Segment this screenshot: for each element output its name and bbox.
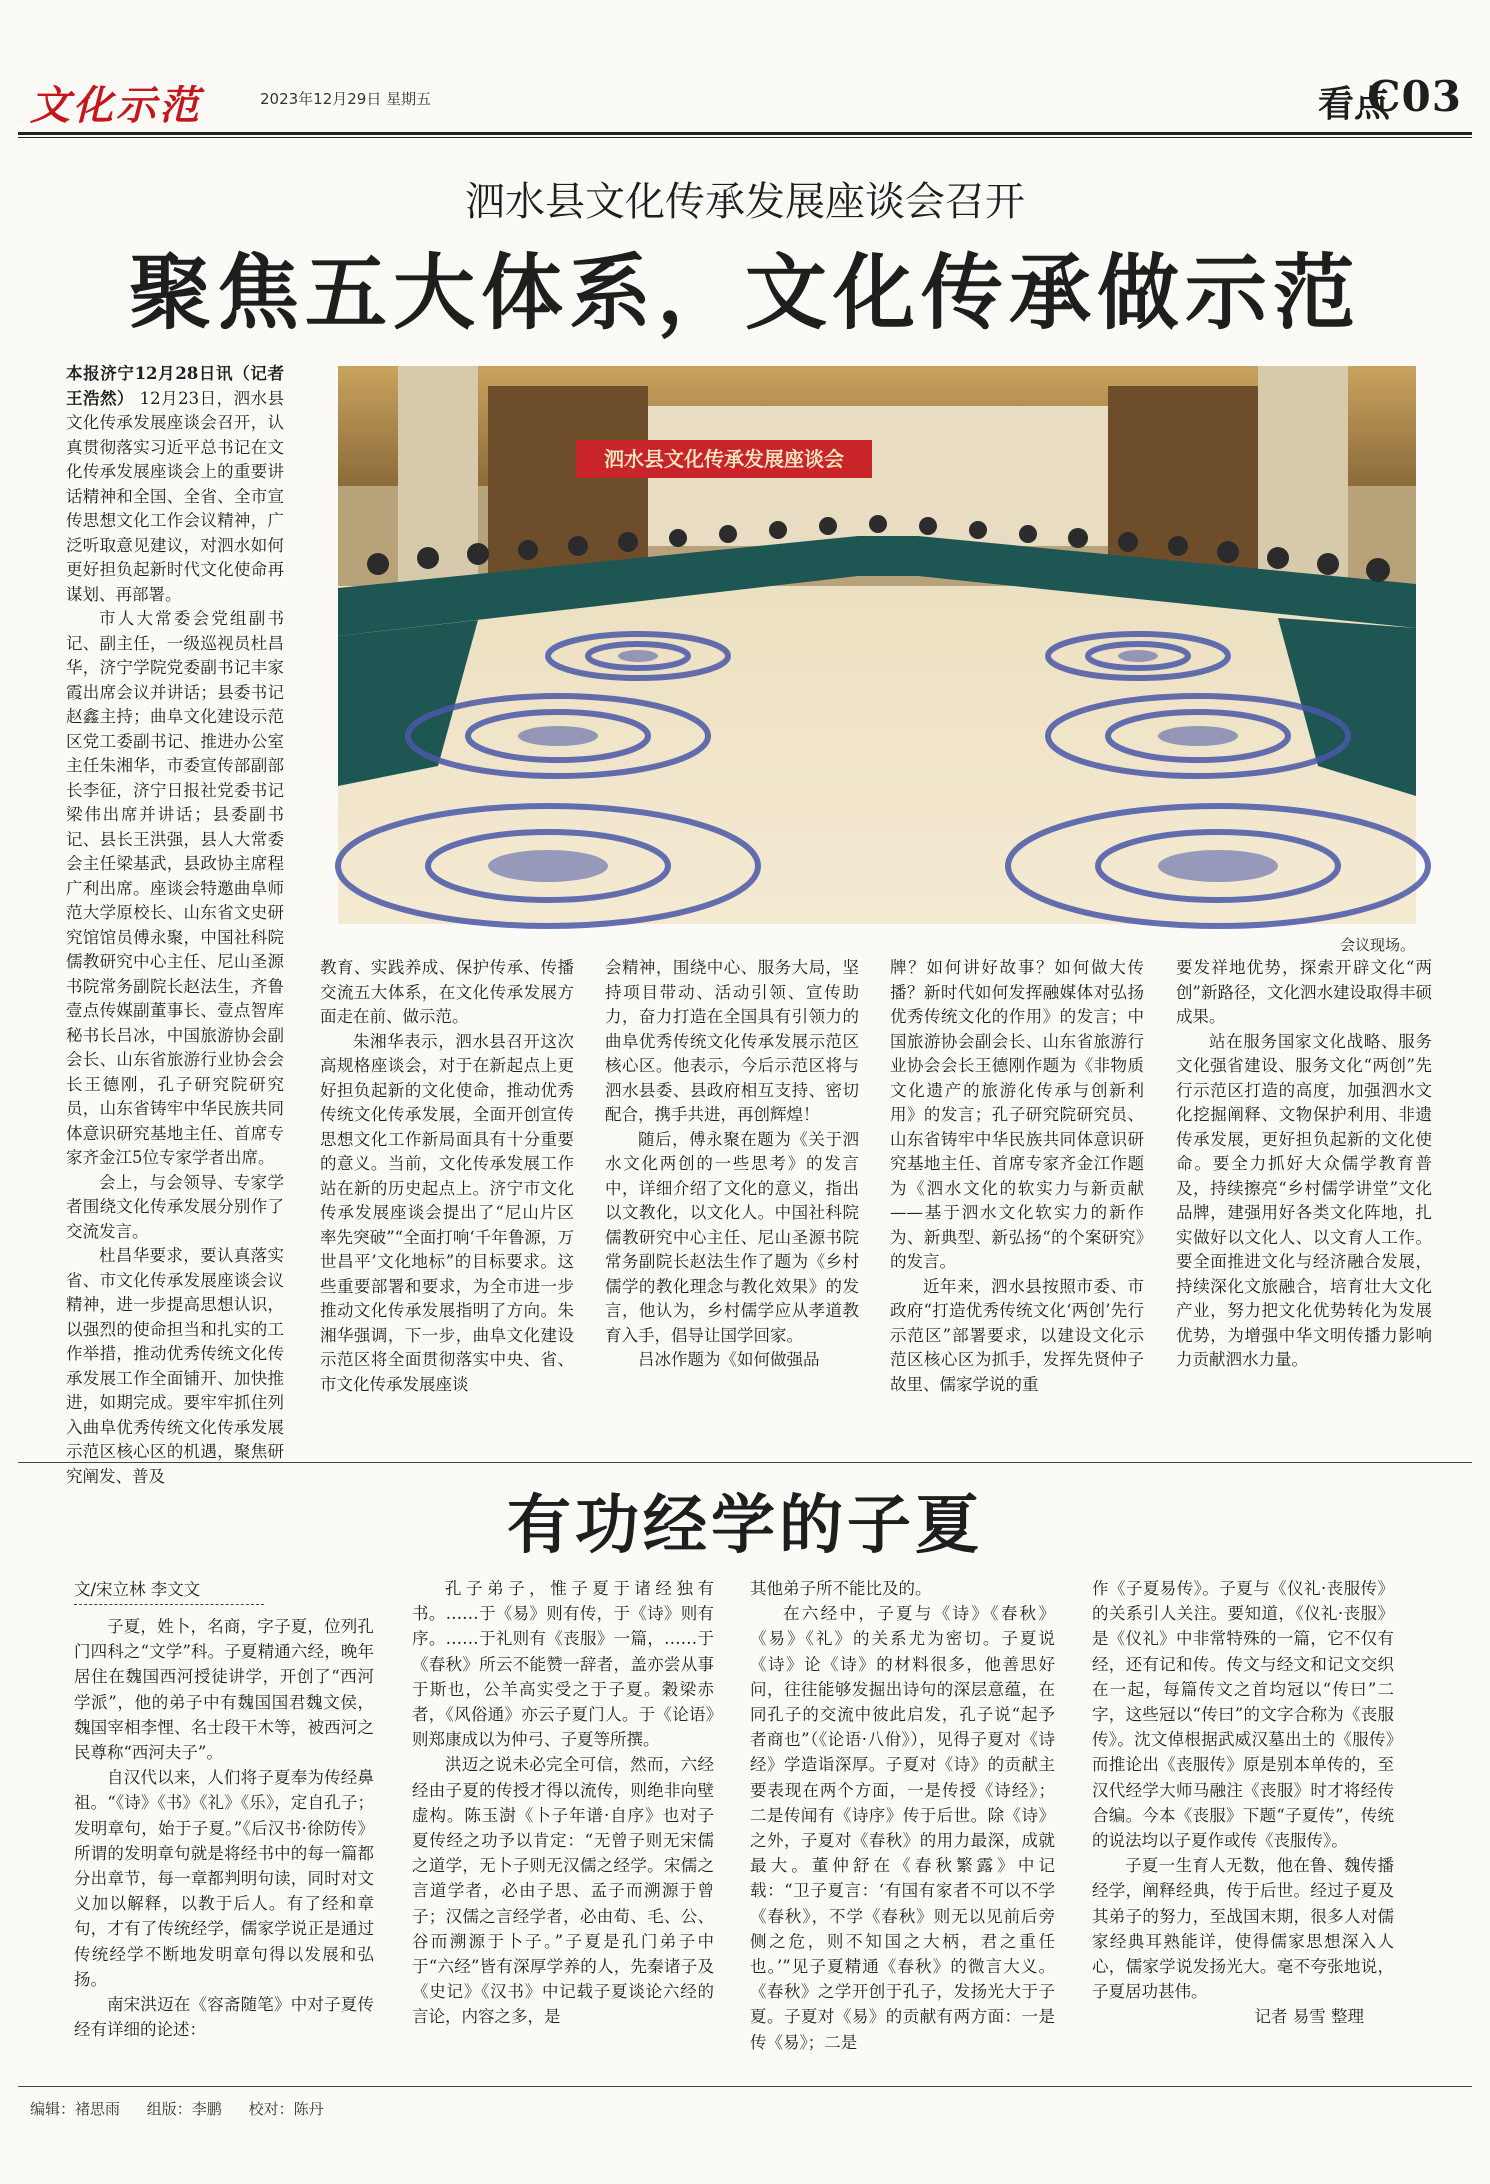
article2-column-3 — [750, 1576, 1055, 2052]
meeting-banner-text: 泗水县文化传承发展座谈会 — [604, 447, 844, 471]
footer-layout: 组版：李鹏 — [146, 2100, 222, 2118]
paragraph: 牌？如何讲好故事？如何做大传播？新时代如何发挥融媒体对弘扬优秀传统文化的作用》的发言；中国旅游协会副会长、山东省旅游行业协会会长王德刚作题为《非物质文化遗产的旅游化传承与创新利用》的发言；孔子研究院研究员、山东省铸牢中华民族共同体意识研究基地主任、首席专家齐金江作题为《泗水文化的软实力与新贡献——基于泗水文化软实力的新作为、新典型、新弘扬“的个案研究》的发言。 — [890, 958, 1144, 1271]
paragraph: 近年来，泗水县按照市委、市政府“打造优秀传统文化‘两创’先行示范区”部署要求，以建设文化示范区核心区为抓手，发挥先贤仲子故里、儒家学说的重 — [890, 1276, 1144, 1394]
paragraph: 作《子夏易传》。子夏与《仪礼·丧服传》的关系引人关注。要知道，《仪礼·丧服》是《仪礼》中非常特殊的一篇，它不仅有经，还有记和传。传文与经文和记文交织在一起，每篇传文之首均冠以“传曰”二字，这些冠以“传曰”的文字合称为《丧服传》。沈文倬根据武威汉墓出土的《服传》而推论出《丧服传》原是别本单传的，至汉代经学大师马融注《丧服》时才将经传合编。今本《丧服》下题“子夏传”，传统的说法均以子夏作或传《丧服传》。 — [1092, 1579, 1394, 1851]
paragraph: 朱湘华表示，泗水县召开这次高规格座谈会，对于在新起点上更好担负起新的文化使命，推动优秀传统文化传承发展，全面开创宣传思想文化工作新局面具有十分重要的意义。当前，文化传承发展工作站在新的历史起点上。济宁市文化传承发展座谈会提出了“尼山片区率先突破”“全面打响‘千年鲁源，万世昌平’文化地标”的目标要求。这些重要部署和要求，为全市进一步推动文化传承发展指明了方向。朱湘华强调，下一步，曲阜文化建设示范区将全面贯彻落实中央、省、市文化传承发展座谈 — [320, 1031, 574, 1394]
article1-subhead: 泗水县文化传承发展座谈会召开 — [465, 179, 1025, 225]
meeting-photo-illustration — [338, 366, 1416, 924]
footer-editor: 编辑：褚思雨 — [30, 2100, 121, 2118]
paragraph: 站在服务国家文化战略、服务文化强省建设、服务文化“两创”先行示范区打造的高度，加强泗水文化挖掘阐释、文物保护利用、非遗传承发展，更好担负起新的文化使命。要全力抓好大众儒学教育普及，持续擦亮“乡村儒学讲堂”文化品牌，建强用好各类文化阵地，扎实做好以文化人、以文育人工作。要全面推进文化与经济融合发展，持续深化文旅融合，培育壮大文化产业，努力把文化优势转化为发展优势，为增强中华文明传播力影响力贡献泗水力量。 — [1176, 1031, 1432, 1369]
paragraph: 会精神，围绕中心、服务大局，坚持项目带动、活动引领、宣传助力，奋力打造在全国具有引领力的曲阜优秀传统文化传承发展示范区核心区。他表示，今后示范区将与泗水县委、县政府相互支持、密切配合，携手共进，再创辉煌！ — [605, 958, 859, 1124]
article2-column-4 — [1092, 1576, 1394, 2046]
issue-date: 2023年12月29日 星期五 — [260, 90, 432, 108]
dateline: 本报济宁12月28日讯（记者 王浩然） — [66, 364, 284, 408]
paragraph: 自汉代以来，人们将子夏奉为传经鼻祖。“《诗》《书》《礼》《乐》，定自孔子；发明章句，始于子夏。”《后汉书·徐防传》所谓的发明章句就是将经书中的每一篇都分出章节，每一章都判明句读，同时对文义加以解释，以教于后人。有了经和章句，才有了传统经学，儒家学说正是通过传统经学不断地发明章句得以发展和弘扬。 — [74, 1768, 374, 1989]
bottom-rule — [18, 2086, 1472, 2087]
article2-headline: 有功经学的子夏 — [507, 1488, 983, 1563]
article2-column-2 — [412, 1576, 714, 2046]
article2-signature: 记者 易雪 整理 — [1254, 2007, 1364, 2027]
paragraph: 市人大常委会党组副书记、副主任，一级巡视员杜昌华，济宁学院党委副书记丰家霞出席会议并讲话；县委书记赵鑫主持；曲阜文化建设示范区党工委副书记、推进办公室主任朱湘华，市委宣传部副部长李征，济宁日报社党委书记梁伟出席并讲话；县委副书记、县长王洪强，县人大常委会主任梁基武，县政协主席程广利出席。座谈会特邀曲阜师范大学原校长、山东省文史研究馆馆员傅永聚，中国社科院儒教研究中心主任、尼山圣源书院常务副院长赵法生，齐鲁壹点传媒副董事长、壹点智库秘书长吕冰，中国旅游协会副会长、山东省旅游行业协会会长王德刚，孔子研究院研究员，山东省铸牢中华民族共同体意识研究基地主任、首席专家齐金江5位专家学者出席。 — [66, 609, 284, 1167]
article1-column-2 — [320, 956, 574, 1456]
paragraph: 吕冰作题为《如何做强品 — [638, 1350, 820, 1369]
paragraph: 南宋洪迈在《容斋随笔》中对子夏传经有详细的论述： — [74, 1995, 374, 2040]
article2-byline: 文/宋立林 李文文 — [74, 1580, 201, 1599]
paragraph: 教育、实践养成、保护传承、传播交流五大体系，在文化传承发展方面走在前、做示范。 — [320, 958, 574, 1026]
article1-headline: 聚焦五大体系，文化传承做示范 — [128, 245, 1361, 341]
paragraph: 会上，与会领导、专家学者围绕文化传承发展分别作了交流发言。 — [66, 1172, 284, 1241]
paragraph: 要发祥地优势，探索开辟文化“两创”新路径，文化泗水建设取得丰硕成果。 — [1176, 958, 1432, 1026]
article2-column-1 — [74, 1614, 374, 2040]
section-divider — [18, 1462, 1472, 1463]
paragraph: 杜昌华要求，要认真落实省、市文化传承发展座谈会议精神，进一步提高思想认识，以强烈的使命担当和扎实的工作举措，推动优秀传统文化传承发展工作全面铺开、加快推进，如期完成。要牢牢抓住列入曲阜优秀传统文化传承发展示范区核心区的机遇，聚焦研究阐发、普及 — [66, 1246, 284, 1486]
photo-caption: 会议现场。 — [1340, 936, 1416, 954]
top-rule-thin — [18, 137, 1472, 138]
paragraph: 子夏一生育人无数，他在鲁、魏传播经学，阐释经典，传于后世。经过子夏及其弟子的努力，至战国末期，很多人对儒家经典耳熟能详，使得儒家思想深入人心，儒家学说发扬光大。毫不夸张地说，子夏居功甚伟。 — [1092, 1856, 1394, 2002]
paragraph: 随后，傅永聚在题为《关于泗水文化两创的一些思考》的发言中，详细介绍了文化的意义，指出以文教化，以文化人。中国社科院儒教研究中心主任、尼山圣源书院常务副院长赵法生作了题为《乡村儒学的教化理念与教化效果》的发言，他认为，乡村儒学应从孝道教育入手，倡导让国学回家。 — [605, 1129, 859, 1345]
paragraph: 其他弟子所不能比及的。 — [750, 1579, 932, 1598]
section-name: 看点 — [1317, 83, 1390, 125]
footer-proof: 校对：陈丹 — [248, 2100, 324, 2118]
paragraph: 在六经中，子夏与《诗》《春秋》《易》《礼》的关系尤为密切。子夏说《诗》论《诗》的材料很多，他善思好问，往往能够发掘出诗句的深层意蕴，在同孔子的交流中彼此启发，孔子说“起予者商也”（《论语·八佾》），见得子夏对《诗经》学造诣深厚。子夏对《诗》的贡献主要表现在两个方面，一是传授《诗经》；二是传闻有《诗序》传于后世。除《诗》之外，子夏对《春秋》的用力最深，成就最大。董仲舒在《春秋繁露》中记载：“卫子夏言：‘有国有家者不可以不学《春秋》，不学《春秋》则无以见前后旁侧之危，则不知国之大柄，君之重任也。’”见子夏精通《春秋》的微言大义。《春秋》之学开创于孔子，发扬光大于子夏。子夏对《易》的贡献有两方面：一是传《易》；二是 — [750, 1604, 1055, 2052]
top-rule — [18, 132, 1472, 135]
masthead-logo: 文化示范 — [30, 83, 202, 129]
article1-column-4 — [890, 956, 1144, 1456]
meeting-photo — [338, 366, 1416, 924]
byline-rule — [74, 1604, 264, 1605]
article1-lead: 本报济宁12月28日讯（记者 王浩然） 12月23日，泗水县文化传承发展座谈会召开，认真贯彻落实习近平总书记在文化传承发展座谈会上的重要讲话精神和全国、全省、全市宣传思想文化工作会议精神，广泛听取意见建议，对泗水如何更好担负起新时代文化使命再谋划、再部署。 — [66, 364, 285, 604]
paragraph: 洪迈之说未必完全可信，然而，六经经由子夏的传授才得以流传，则绝非向壁虚构。陈玉澍《卜子年谱·自序》也对子夏传经之功予以肯定：“无曾子则无宋儒之道学，无卜子则无汉儒之经学。宋儒之言道学者，必由子思、孟子而溯源于曾子；汉儒之言经学者，必由荀、毛、公、谷而溯源于卜子。”子夏是孔门弟子中于“六经”皆有深厚学养的人，先秦诸子及《史记》《汉书》中记载子夏谈论六经的言论，内容之多，是 — [412, 1755, 714, 2027]
article1-column-1 — [66, 362, 285, 1486]
page-number: C03 — [1367, 72, 1462, 121]
paragraph: 子夏，姓卜，名商，字子夏，位列孔门四科之“文学”科。子夏精通六经，晚年居住在魏国西河授徒讲学，开创了“西河学派”，他的弟子中有魏国国君魏文侯，魏国宰相李悝、名士段干木等，被西河之民尊称“西河夫子”。 — [74, 1617, 374, 1763]
page-footer — [30, 2098, 346, 2119]
article1-column-5 — [1176, 956, 1432, 1456]
article1-column-3 — [605, 956, 859, 1456]
quote-paragraph: 孔子弟子，惟子夏于诸经独有书。……于《易》则有传，于《诗》则有序。……于礼则有《丧服》一篇，……于《春秋》所云不能赞一辞者，盖亦尝从事于斯也，公羊高实受之于子夏。穀梁赤者，《风俗通》亦云子夏门人。于《论语》则郑康成以为仲弓、子夏等所撰。 — [412, 1579, 714, 1750]
